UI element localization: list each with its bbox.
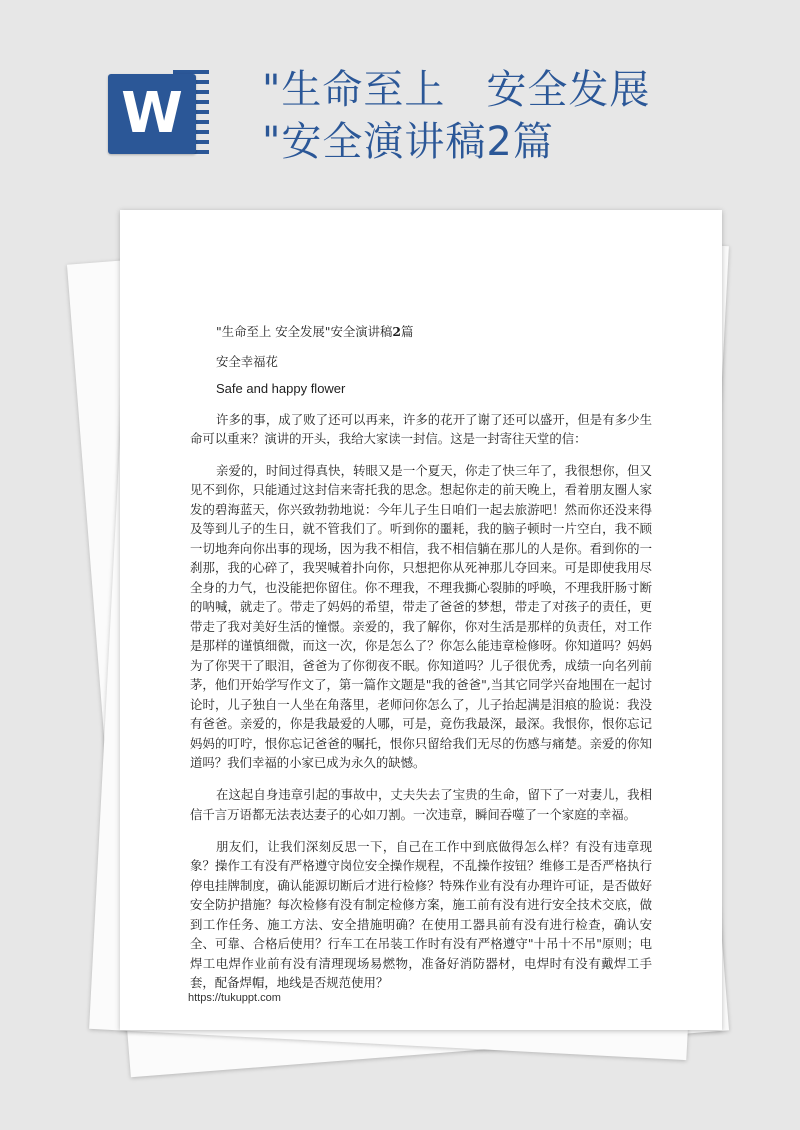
word-icon-square: W bbox=[108, 74, 196, 154]
header bbox=[0, 0, 800, 200]
subtitle-chinese: 安全幸福花 bbox=[216, 353, 278, 369]
paragraph: 亲爱的，时间过得真快，转眼又是一个夏天，你走了快三年了，我很想你，但又见不到你，只能通过这封信来寄托我的思念。想起你走的前天晚上，看着朋友圈人家发的碧海蓝天，你兴致勃勃地说：今年儿子生日咱们一起去旅游吧！然而你还没来得及等到儿子的生日，就不管我们了。听到你的噩耗，我的脑子顿时一片空白，我不顾一切地奔向你出事的现场，因为我不相信，我不相信躺在那儿的人是你。看到你的一刹那，我的心碎了，我哭喊着扑向你，只想把你从死神那儿夺回来。可是即使我用尽全身的力气，也没能把你留住。你不理我，不理我撕心裂肺的呼唤，不理我肝肠寸断的呐喊，就走了。带走了妈妈的希望，带走了爸爸的梦想，带走了对孩子的责任，更带走了我对美好生活的憧憬。亲爱的，我了解你，你对生活是那样的负责任，对工作是那样的谨慎细微，而这一次，你是怎么了？你怎么能违章检修呀。你知道吗？妈妈为了你哭干了眼泪，爸爸为了你彻夜不眠。你知道吗？儿子很优秀，成绩一向名列前茅，他们开始学写作文了，第一篇作文题是"我的爸爸",当其它同学兴奋地围在一起讨论时，儿子独自一人坐在角落里，老师问你怎么了，儿子抬起满是泪痕的脸说：我没有爸爸。亲爱的，你是我最爱的人哪，可是，竟伤我最深，最深。我恨你，恨你忘记妈妈的叮咛，恨你忘记爸爸的嘱托，恨你只留给我们无尽的伤感与痛楚。亲爱的你知道吗？我们幸福的小家已成为永久的缺憾。 bbox=[190, 462, 652, 771]
document-title-suffix: 篇 bbox=[401, 324, 414, 339]
document-title-text: "生命至上 安全发展"安全演讲稿 bbox=[216, 324, 393, 339]
page-title bbox=[262, 64, 782, 168]
word-document-icon bbox=[108, 68, 218, 160]
paragraph: 朋友们，让我们深刻反思一下，自己在工作中到底做得怎么样？有没有违章现象？操作工有没有严格遵守岗位安全操作规程，不乱操作按钮？维修工是否严格执行停电挂牌制度，确认能源切断后才进行检修？特殊作业有没有办理许可证，是否做好安全防护措施？每次检修有没有制定检修方案，施工前有没有进行安全技术交底，做到工作任务、施工方法、安全措施明确？在使用工器具前有没有进行检查，确认安全、可靠、合格后使用？行车工在吊装工作时有没有严格遵守"十吊十不吊"原则；电焊工电焊作业前有没有清理现场易燃物，准备好消防器材，电焊时有没有戴焊工手套，配备焊帽，地线是否规范使用？ bbox=[190, 838, 652, 991]
title-line-1: "生命至上 安全发展 bbox=[262, 67, 651, 113]
document-title bbox=[216, 322, 652, 342]
title-line-2: "安全演讲稿2篇 bbox=[262, 119, 554, 165]
footer-url: https://tukuppt.com bbox=[188, 992, 281, 1004]
document-content bbox=[190, 322, 652, 1005]
subtitle-english: Safe and happy flower bbox=[216, 381, 346, 396]
paragraph: 许多的事，成了败了还可以再来，许多的花开了谢了还可以盛开，但是有多少生命可以重来？演讲的开头，我给大家读一封信。这是一封寄往天堂的信： bbox=[190, 411, 652, 446]
document-title-count: 2 bbox=[392, 324, 402, 339]
document-page bbox=[120, 210, 722, 1030]
paragraph: 在这起自身违章引起的事故中，丈夫失去了宝贵的生命，留下了一对妻儿，我相信千言万语都无法表达妻子的心如刀割。一次违章，瞬间吞噬了一个家庭的幸福。 bbox=[190, 787, 652, 822]
